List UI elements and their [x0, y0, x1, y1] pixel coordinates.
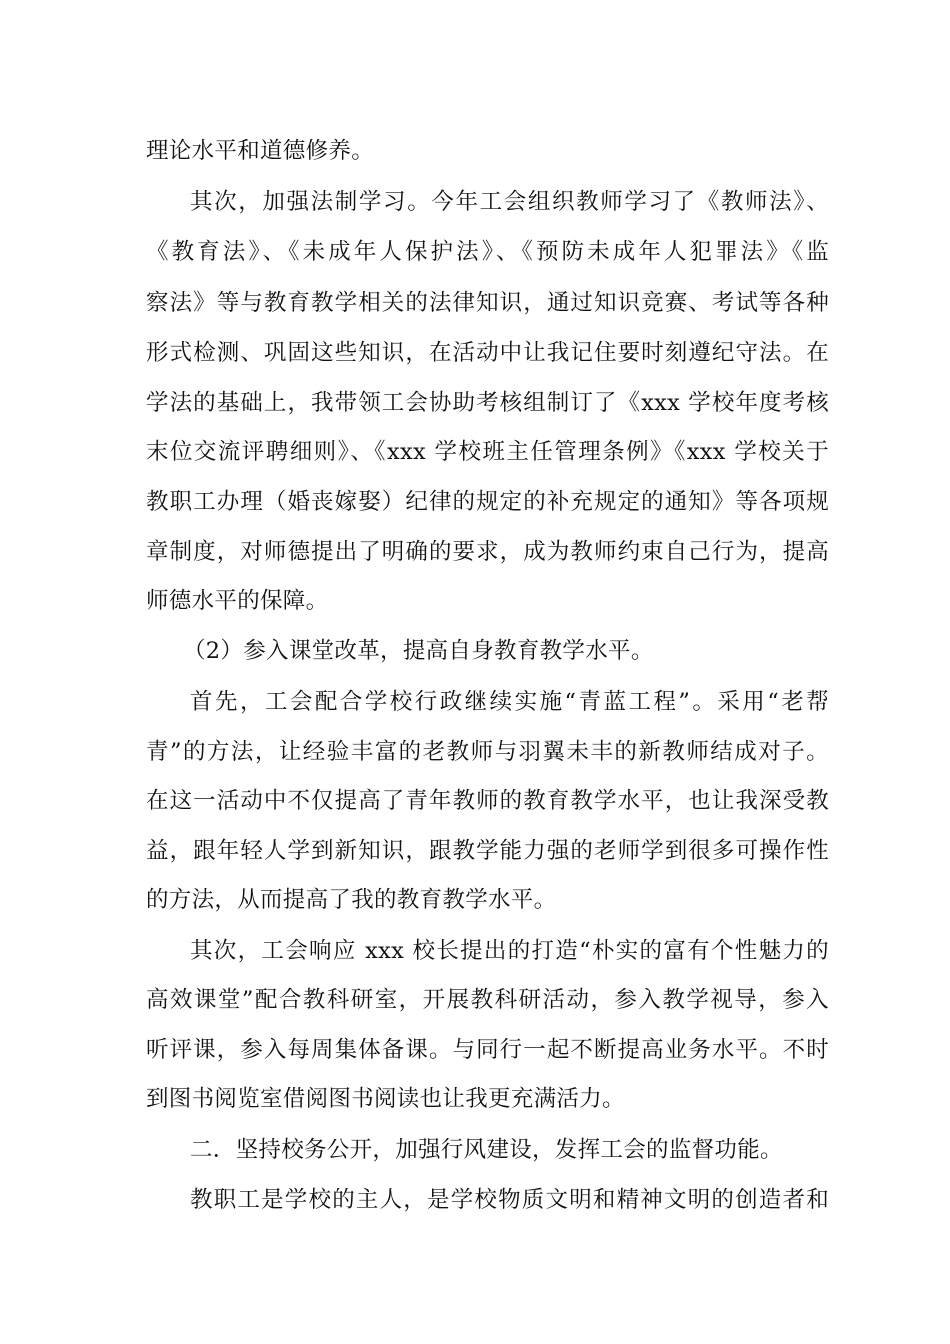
paragraph-line: 章制度，对师德提出了明确的要求，成为教师约束自己行为，提高	[146, 539, 829, 565]
paragraph-line: 的方法，从而提高了我的教育教学水平。	[146, 887, 557, 913]
paragraph-line: 教职工办理（婚丧嫁娶）纪律的规定的补充规定的通知》等各项规	[146, 489, 829, 515]
paragraph-line: 到图书阅览室借阅图书阅读也让我更充满活力。	[146, 1086, 625, 1112]
paragraph-line: 教职工是学校的主人，是学校物质文明和精神文明的创造者和	[190, 1187, 829, 1213]
paragraph-line: 理论水平和道德修养。	[146, 138, 375, 164]
paragraph-line: 学法的基础上，我带领工会协助考核组制订了《xxx 学校年度考核	[146, 390, 829, 416]
paragraph-line: 听评课，参入每周集体备课。与同行一起不断提高业务水平。不时	[146, 1037, 829, 1063]
paragraph-line: 其次，加强法制学习。今年工会组织教师学习了《教师法》、	[190, 189, 829, 215]
paragraph-line: 在这一活动中不仅提高了青年教师的教育教学水平，也让我深受教	[146, 788, 829, 814]
paragraph-line: 末位交流评聘细则》、《xxx 学校班主任管理条例》《xxx 学校关于	[146, 439, 829, 465]
paragraph-line: 青”的方法，让经验丰富的老教师与羽翼未丰的新教师结成对子。	[146, 739, 829, 765]
paragraph-line: 高效课堂”配合教科研室，开展教科研活动，参入教学视导，参入	[146, 987, 829, 1013]
subheading: （2）参入课堂改革，提高自身教育教学水平。	[183, 638, 654, 664]
paragraph-line: 其次，工会响应 xxx 校长提出的打造“朴实的富有个性魅力的	[190, 938, 829, 964]
paragraph-line: 形式检测、巩固这些知识，在活动中让我记住要时刻遵纪守法。在	[146, 340, 829, 366]
paragraph-line: 首先，工会配合学校行政继续实施“青蓝工程”。采用“老帮	[190, 689, 829, 715]
paragraph-line: 益，跟年轻人学到新知识，跟教学能力强的老师学到很多可操作性	[146, 838, 829, 864]
paragraph-line: 《教育法》、《未成年人保护法》、《预防未成年人犯罪法》《监	[146, 239, 829, 265]
paragraph-line: 察法》等与教育教学相关的法律知识，通过知识竞赛、考试等各种	[146, 290, 829, 316]
paragraph-line: 师德水平的保障。	[146, 588, 329, 614]
section-heading: 二．坚持校务公开，加强行风建设，发挥工会的监督功能。	[190, 1137, 783, 1163]
